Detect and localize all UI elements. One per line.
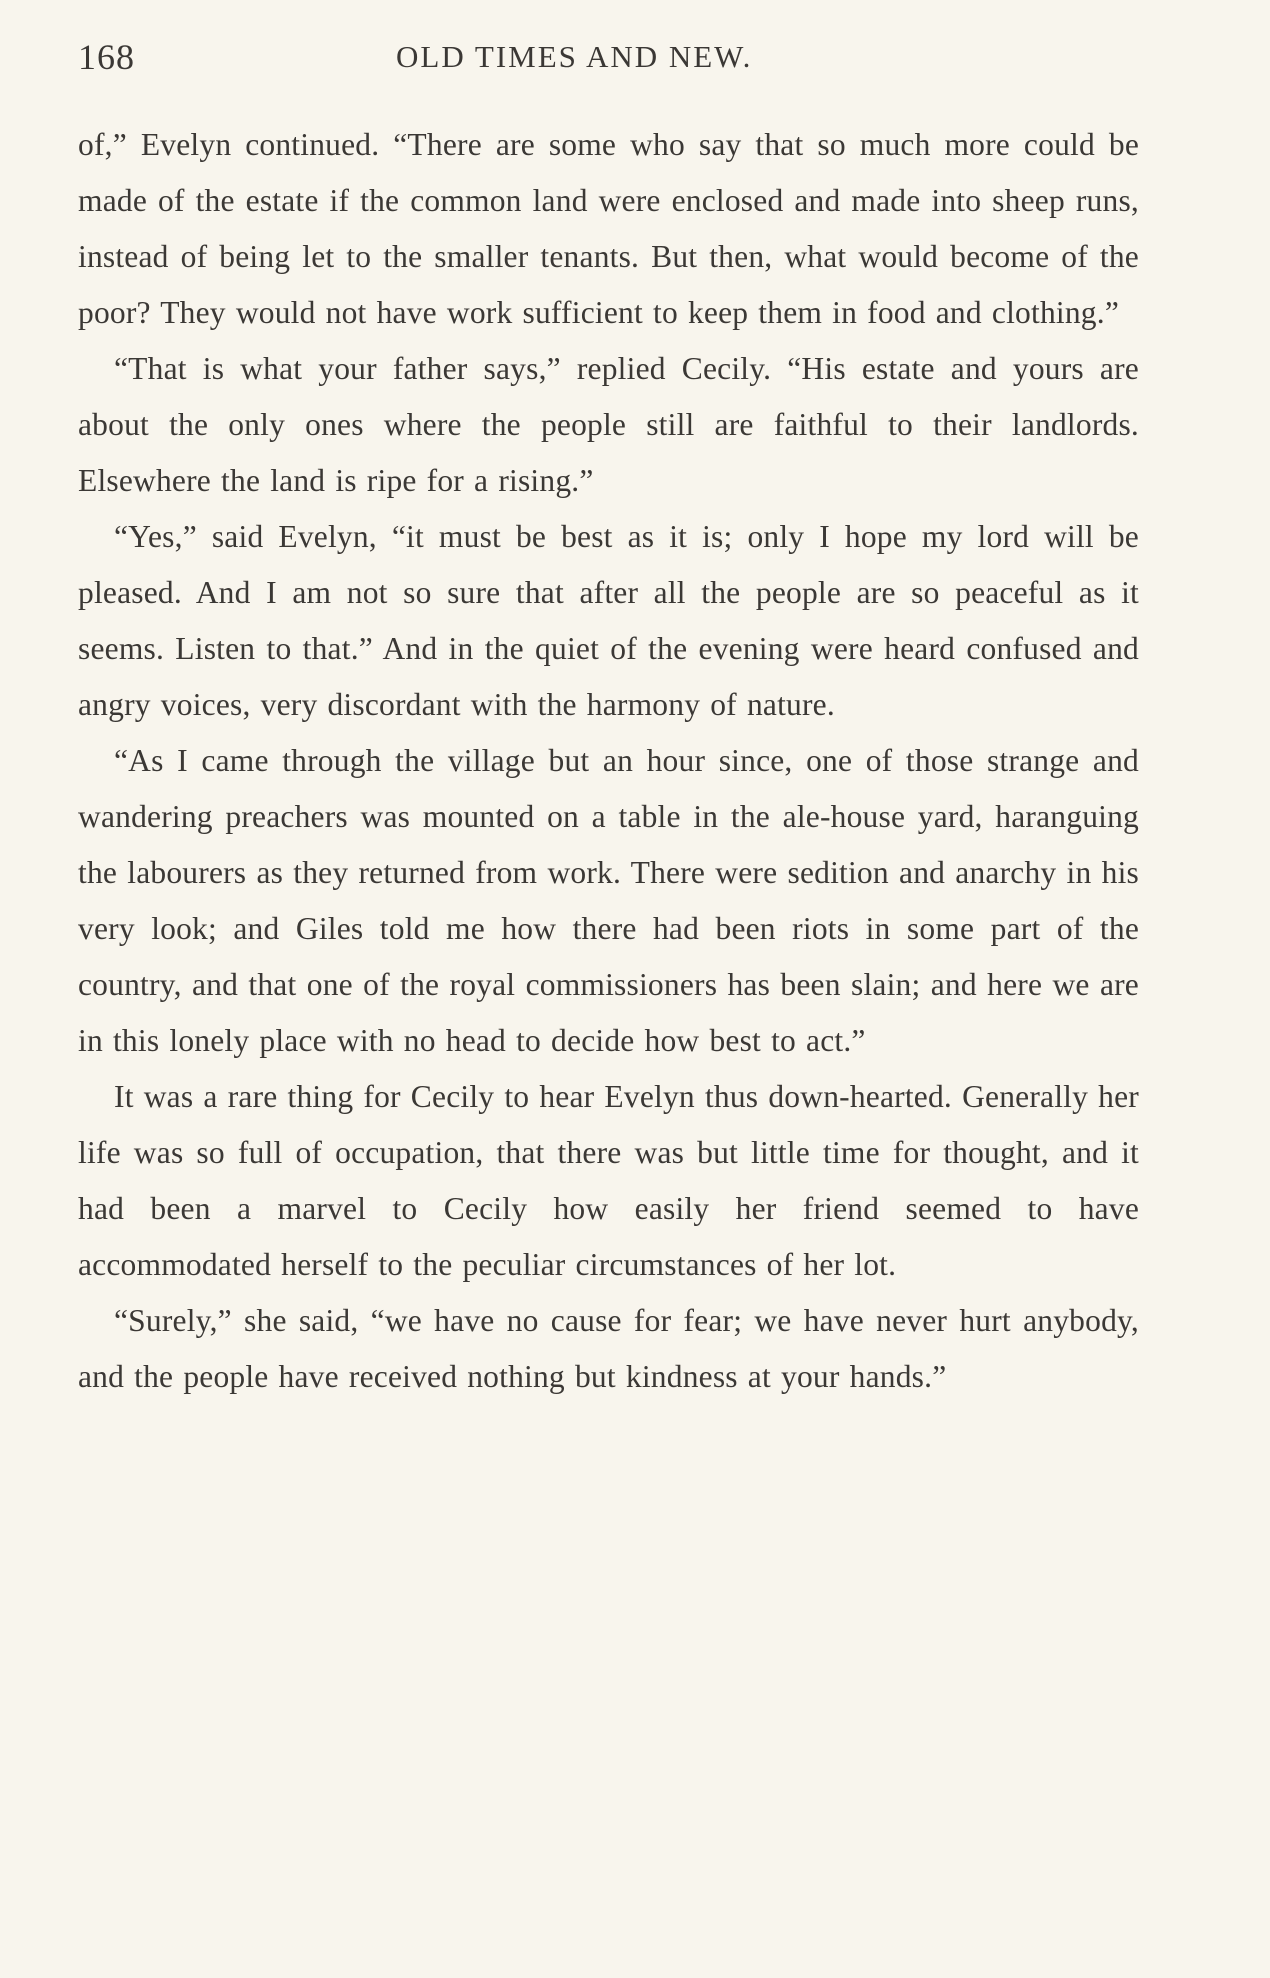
paragraph: It was a rare thing for Cecily to hear Evelyn thus down-hearted. Generally her life was so full of occupation, that there was but little time for thought, and it had been a marvel to Cecily how easily her friend seemed to have accommodated herself to the peculiar circumstances of her lot.: [78, 1079, 1139, 1282]
body-text: [78, 117, 1139, 1405]
paragraph: “Yes,” said Evelyn, “it must be best as it is; only I hope my lord will be pleased. And I am not so sure that after all the people are so peaceful as it seems. Listen to that.” And in the quiet of the evening were heard confused and angry voices, very discordant with the harmony of nature.: [78, 519, 1139, 722]
paragraph: of,” Evelyn continued. “There are some who say that so much more could be made of the estate if the common land were enclosed and made into sheep runs, instead of being let to the smaller tenants. But then, what would become of the poor? They would not have work sufficient to keep them in food and clothing.”: [78, 127, 1139, 330]
paragraph: “That is what your father says,” replied Cecily. “His estate and yours are about the only ones where the people still are faithful to their landlords. Elsewhere the land is ripe for a rising.”: [78, 351, 1139, 498]
page-header: [78, 36, 798, 86]
running-title: OLD TIMES AND NEW.: [396, 39, 753, 74]
page-number: 168: [78, 37, 135, 77]
paragraph: “Surely,” she said, “we have no cause for fear; we have never hurt anybody, and the people have received nothing but kindness at your hands.”: [78, 1303, 1139, 1394]
paragraph: “As I came through the village but an hour since, one of those strange and wandering preachers was mounted on a table in the ale-house yard, haranguing the labourers as they returned from work. There were sedition and anarchy in his very look; and Giles told me how there had been riots in some part of the country, and that one of the royal commissioners has been slain; and here we are in this lonely place with no head to decide how best to act.”: [78, 743, 1139, 1058]
